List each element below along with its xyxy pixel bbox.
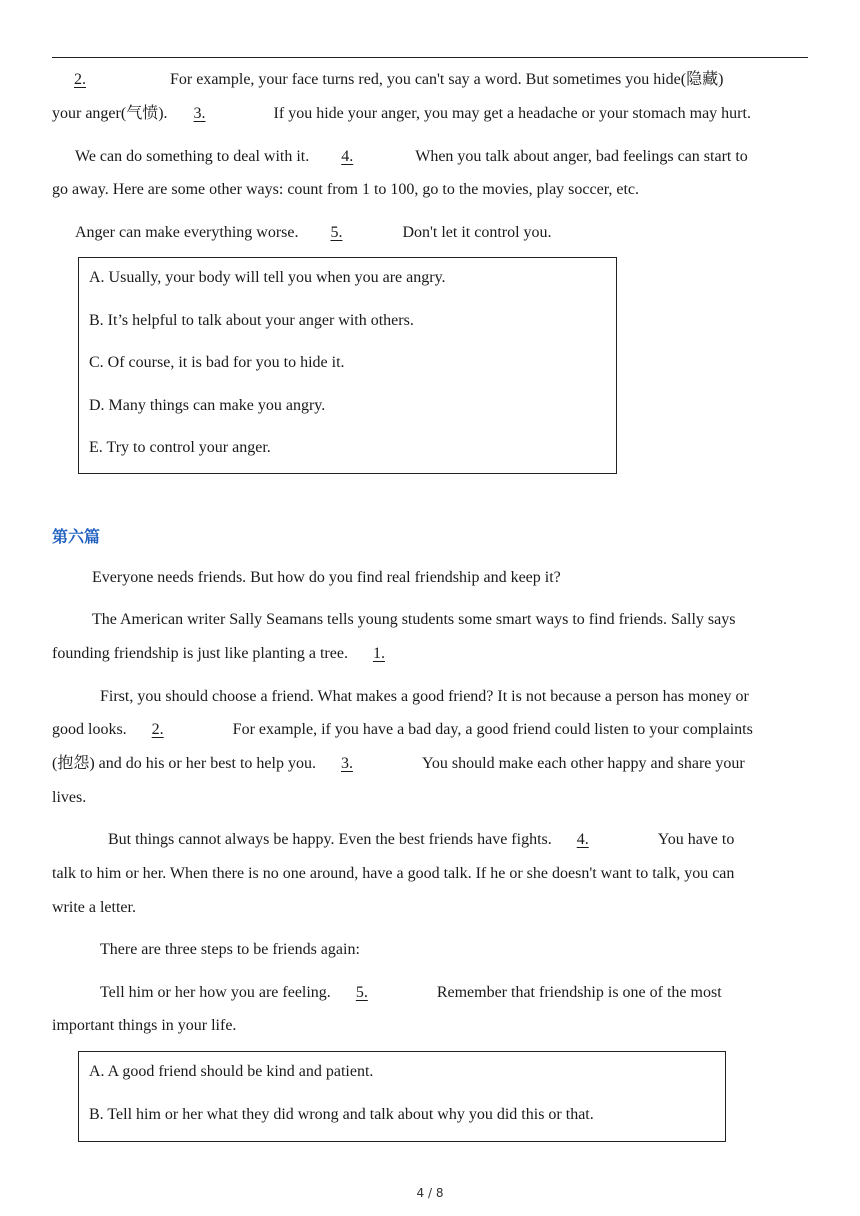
s6-p4-line3: write a letter. xyxy=(52,899,136,916)
blank-2: 2. xyxy=(151,721,164,738)
s5-option-b: B. It’s helpful to talk about your anger with others. xyxy=(89,312,414,329)
s6-p3-line4: lives. xyxy=(52,789,87,806)
page-number: 4 / 8 xyxy=(416,1186,444,1200)
section-title: 第六篇 xyxy=(52,527,101,546)
text: For example, if you have a bad day, a good friend could listen to your complaints xyxy=(232,721,753,738)
s5-p1-line1 xyxy=(52,70,723,90)
text: We can do something to deal with it. xyxy=(75,148,310,165)
text: If you hide your anger, you may get a headache or your stomach may hurt. xyxy=(273,105,751,122)
blank-5: 5. xyxy=(330,224,343,241)
text: Remember that friendship is one of the most xyxy=(436,984,722,1001)
s6-p5: There are three steps to be friends again: xyxy=(100,941,360,958)
text: When you talk about anger, bad feelings can start to xyxy=(415,148,748,165)
s5-options-box xyxy=(78,257,617,474)
text: But things cannot always be happy. Even the best friends have fights. xyxy=(108,831,552,848)
text: founding friendship is just like planting a tree. xyxy=(52,645,348,662)
blank-3: 3. xyxy=(340,755,353,772)
blank-2: 2. xyxy=(74,71,86,88)
blank-4: 4. xyxy=(341,148,354,165)
s6-p4-line2: talk to him or her. When there is no one around, have a good talk. If he or she doesn't want to talk, you can xyxy=(52,865,735,882)
text: (抱怨) and do his or her best to help you. xyxy=(52,755,316,772)
blank-1: 1. xyxy=(372,645,385,662)
s6-p4-line1 xyxy=(108,830,734,850)
s5-p2-line1 xyxy=(75,147,748,167)
s5-option-d: D. Many things can make you angry. xyxy=(89,397,326,414)
text: For example, your face turns red, you can't say a word. But sometimes you hide(隐藏) xyxy=(170,71,724,88)
s6-p3-line2 xyxy=(52,720,753,740)
text: your anger(气愤). xyxy=(52,105,168,122)
text: Don't let it control you. xyxy=(402,224,552,241)
text: You have to xyxy=(657,831,735,848)
s6-p2-line1: The American writer Sally Seamans tells young students some smart ways to find friends. Sally says xyxy=(92,611,736,628)
blank-4: 4. xyxy=(576,831,589,848)
text: Tell him or her how you are feeling. xyxy=(100,984,331,1001)
text: Anger can make everything worse. xyxy=(75,224,299,241)
blank-5: 5. xyxy=(355,984,368,1001)
s6-p1: Everyone needs friends. But how do you find real friendship and keep it? xyxy=(92,569,561,586)
s5-p2-line2 xyxy=(52,180,639,200)
s6-p3-line3 xyxy=(52,754,745,774)
s6-option-b: B. Tell him or her what they did wrong and talk about why you did this or that. xyxy=(89,1106,594,1123)
s6-p2-line2 xyxy=(52,644,446,664)
text: good looks. xyxy=(52,721,127,738)
text: go away. Here are some other ways: count from 1 to 100, go to the movies, play soccer, etc. xyxy=(52,181,640,198)
blank-3: 3. xyxy=(193,105,206,122)
s6-options-box xyxy=(78,1051,726,1142)
s5-option-a: A. Usually, your body will tell you when you are angry. xyxy=(89,269,446,286)
s5-option-e: E. Try to control your anger. xyxy=(89,439,271,456)
text: You should make each other happy and share your xyxy=(421,755,745,772)
s6-p3-line1: First, you should choose a friend. What makes a good friend? It is not because a person has money or xyxy=(100,688,749,705)
s6-option-a: A. A good friend should be kind and patient. xyxy=(89,1063,374,1080)
s5-p1-line2 xyxy=(52,104,751,124)
s6-p6-line1 xyxy=(100,983,722,1003)
s5-p3-line xyxy=(75,223,552,243)
s6-p6-line2: important things in your life. xyxy=(52,1017,237,1034)
s5-option-c: C. Of course, it is bad for you to hide it. xyxy=(89,354,345,371)
header-rule xyxy=(52,57,808,58)
